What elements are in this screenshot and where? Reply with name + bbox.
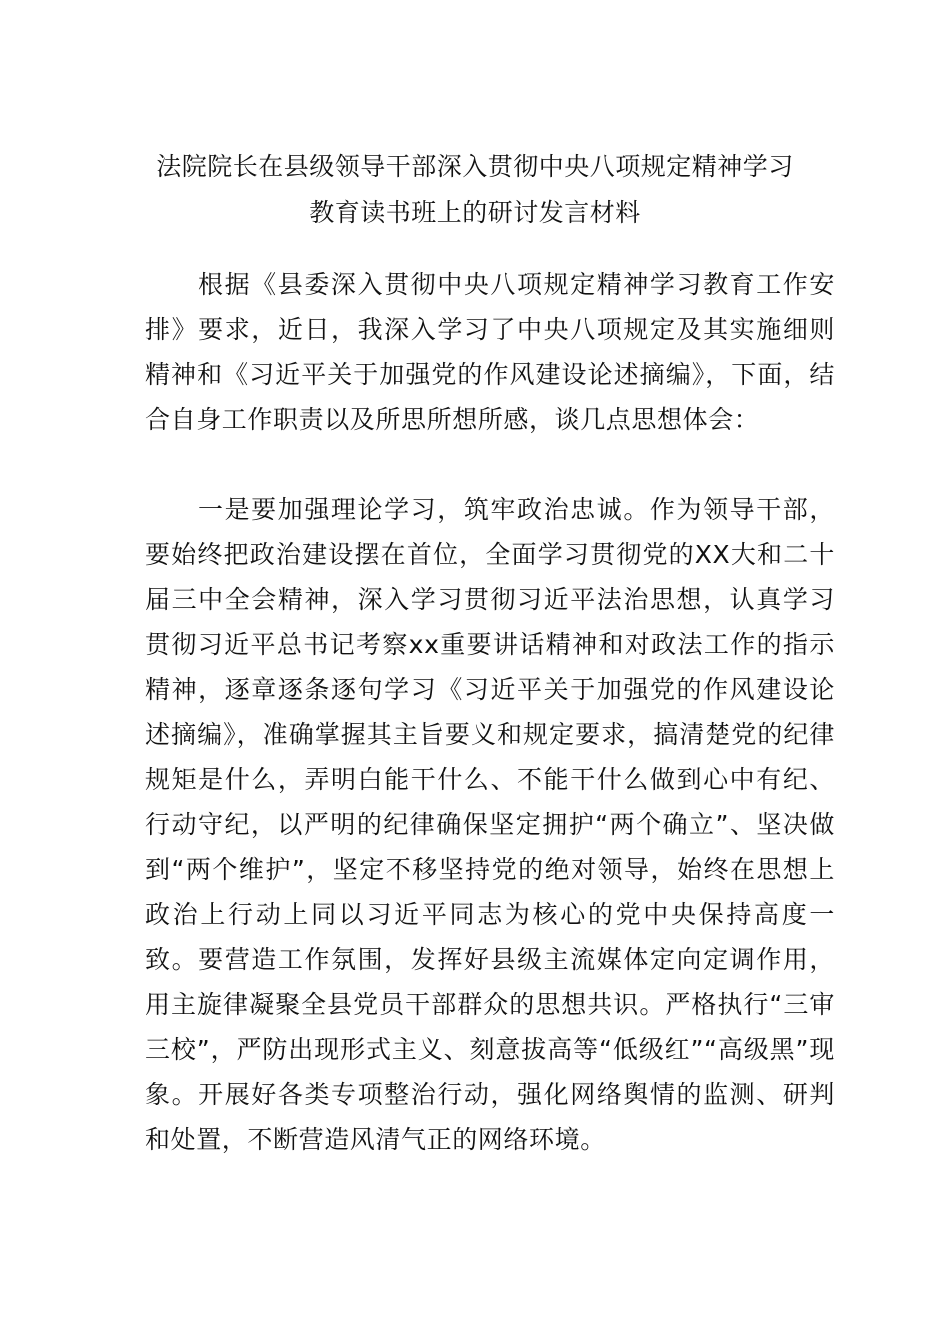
document-title-line-2: 教育读书班上的研讨发言材料 bbox=[309, 198, 641, 227]
paragraph-intro-text: 根据《县委深入贯彻中央八项规定精神学习教育工作安排》要求，近日，我深入学习了中央八项规定及其实施细则精神和《习近平关于加强党的作风建设论述摘编》，下面，结合自身工作职责以及所思所想所感，谈几点思想体会： bbox=[145, 270, 835, 434]
paragraph-point-one-text: 一是要加强理论学习，筑牢政治忠诚。作为领导干部，要始终把政治建设摆在首位，全面学习贯彻党的XX大和二十届三中全会精神，深入学习贯彻习近平法治思想，认真学习贯彻习近平总书记考察xx重要讲话精神和对政法工作的指示精神，逐章逐条逐句学习《习近平关于加强党的作风建设论述摘编》，准确掌握其主旨要义和规定要求，搞清楚党的纪律规矩是什么，弄明白能干什么、不能干什么做到心中有纪、行动守纪，以严明的纪律确保坚定拥护“两个确立”、坚决做到“两个维护”，坚定不移坚持党的绝对领导，始终在思想上政治上行动上同以习近平同志为核心的党中央保持高度一致。要营造工作氛围，发挥好县级主流媒体定向定调作用，用主旋律凝聚全县党员干部群众的思想共识。严格执行“三审三校”，严防出现形式主义、刻意拔高等“低级红”“高级黑”现象。开展好各类专项整治行动，强化网络舆情的监测、研判和处置，不断营造风清气正的网络环境。 bbox=[145, 495, 835, 1154]
document-title-line-1: 法院院长在县级领导干部深入贯彻中央八项规定精神学习 bbox=[156, 152, 794, 181]
paragraph-intro bbox=[145, 262, 835, 442]
paragraph-point-one bbox=[145, 487, 835, 1162]
